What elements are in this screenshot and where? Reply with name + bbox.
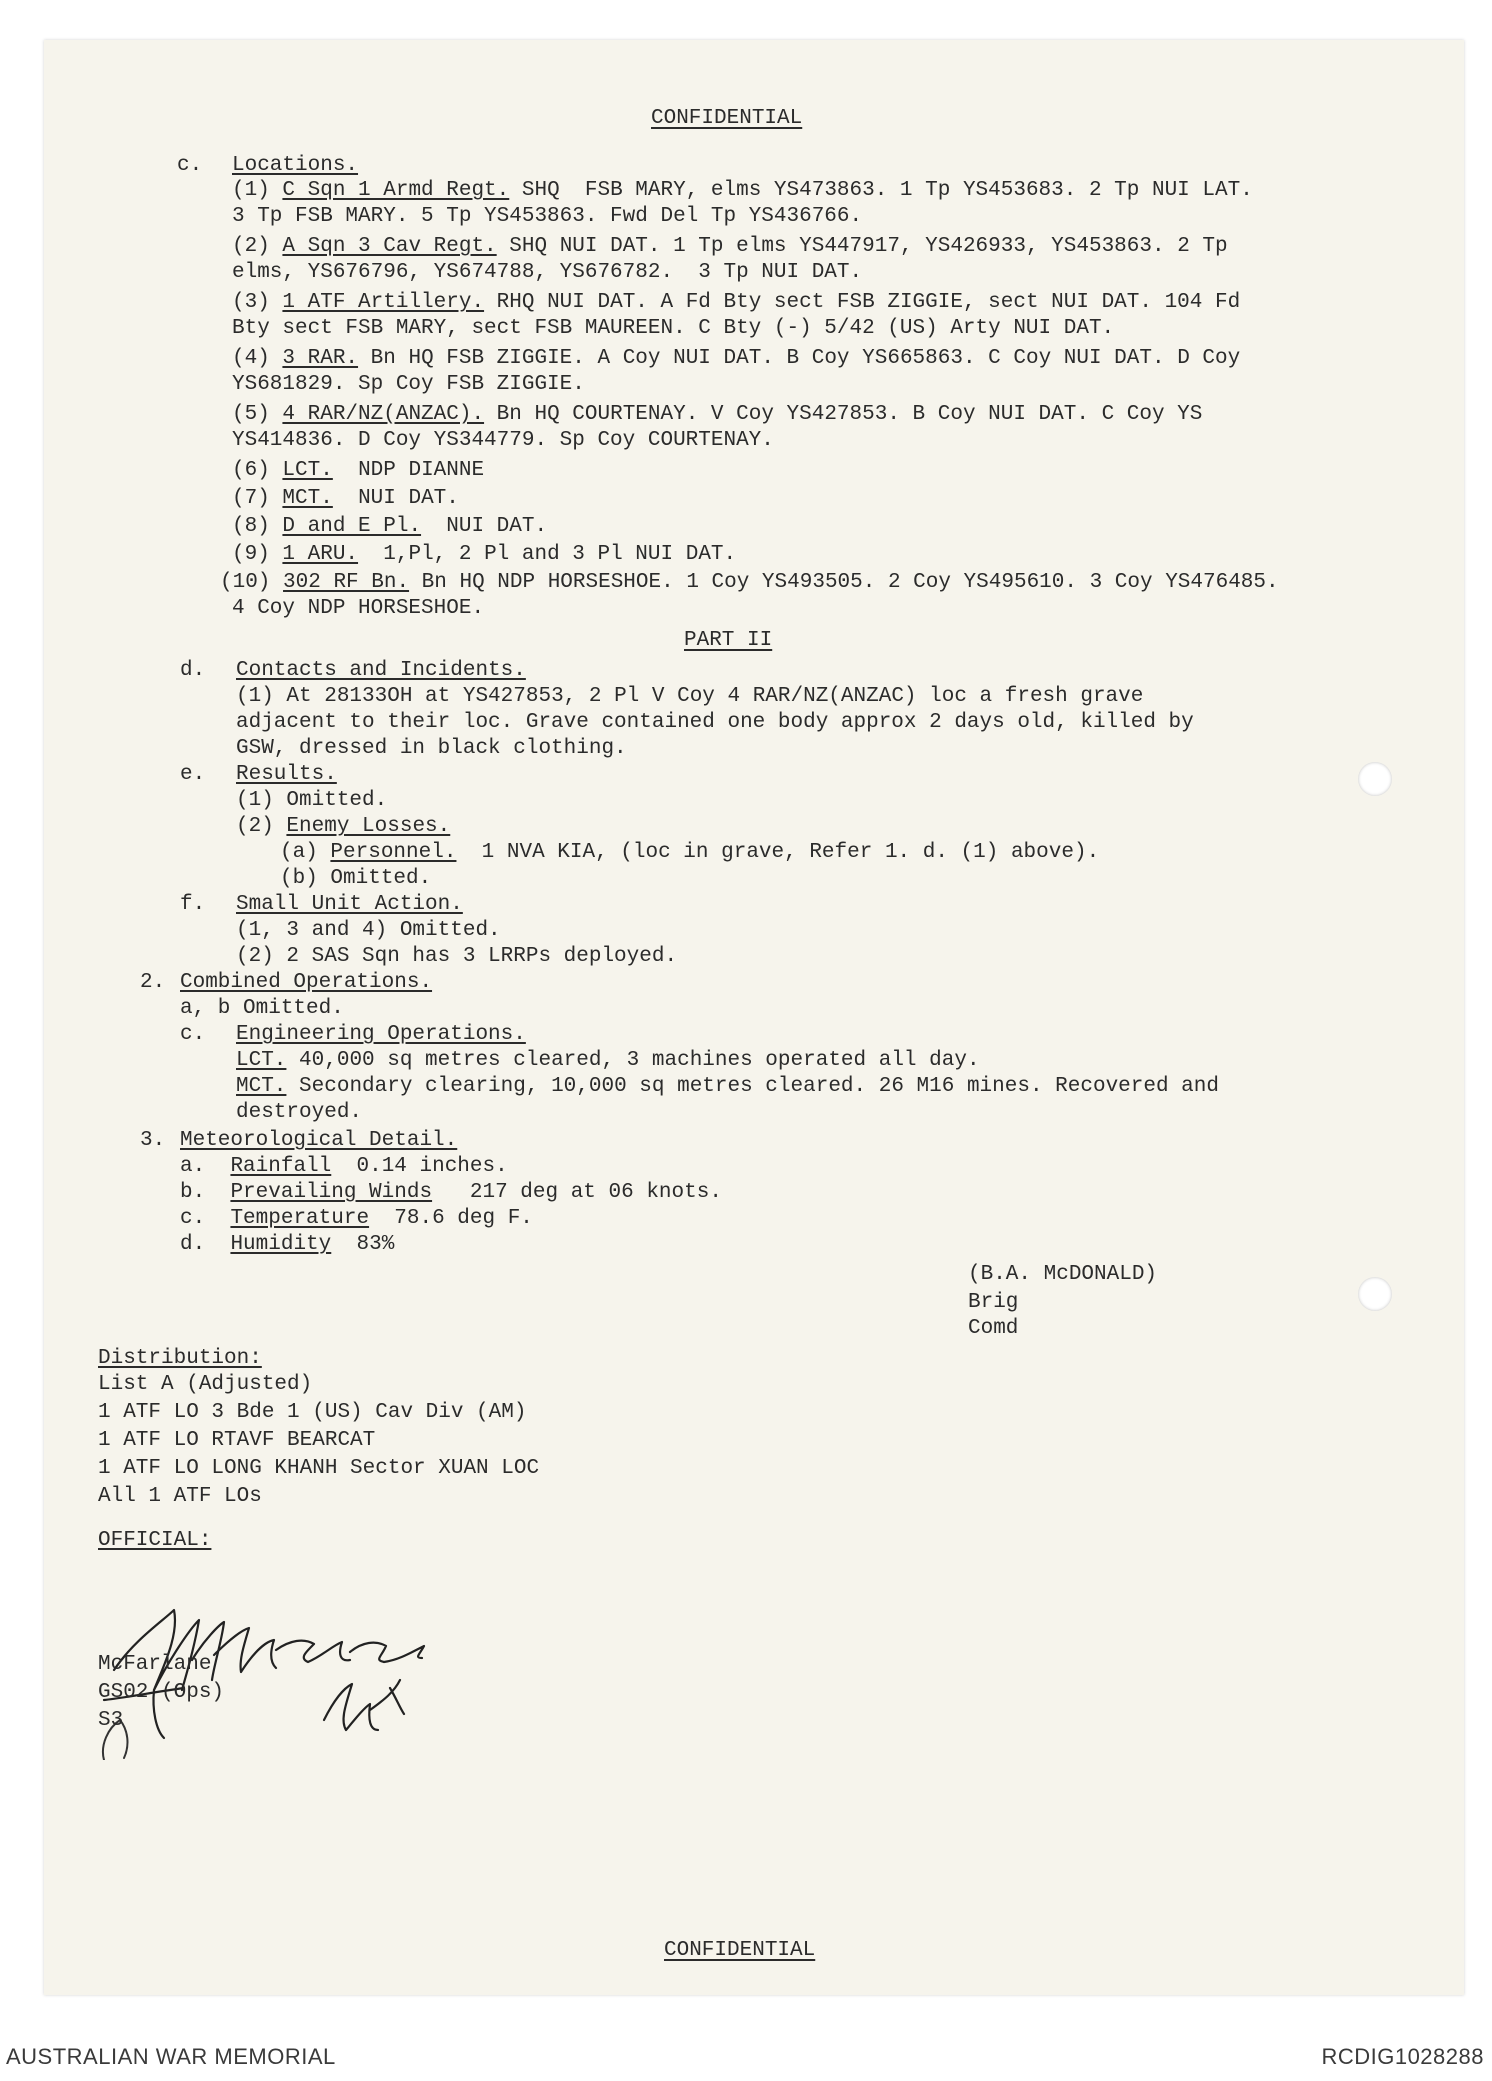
document-page (44, 40, 1464, 1995)
location-item: (10) 302 RF Bn. Bn HQ NDP HORSESHOE. 1 Coy YS493505. 2 Coy YS495610. 3 Coy YS476485. (220, 571, 1279, 594)
section-marker: e. (180, 763, 206, 786)
distribution-title: Distribution: (98, 1347, 262, 1370)
combined-line: a, b Omitted. (180, 997, 344, 1020)
contact-line: (1) At 28133OH at YS427853, 2 Pl V Coy 4 RAR/NZ(ANZAC) loc a fresh grave (236, 685, 1144, 708)
official-appointment: GS02 (Ops) (98, 1681, 225, 1704)
distribution-line: 1 ATF LO RTAVF BEARCAT (98, 1429, 376, 1452)
results-line: (b) Omitted. (280, 867, 432, 890)
location-item: (1) C Sqn 1 Armd Regt. SHQ FSB MARY, elms YS473863. 1 Tp YS453683. 2 Tp NUI LAT. (232, 179, 1253, 202)
distribution-line: List A (Adjusted) (98, 1373, 313, 1396)
section-marker: d. (180, 659, 206, 682)
results-line: (a) Personnel. 1 NVA KIA, (loc in grave, Refer 1. d. (1) above). (280, 841, 1100, 864)
location-item-cont: 3 Tp FSB MARY. 5 Tp YS453863. Fwd Del Tp YS436766. (232, 205, 863, 228)
section-title-met: Meteorological Detail. (180, 1129, 458, 1152)
section-marker: c. (180, 1023, 206, 1046)
official-name: McFarlane (98, 1653, 212, 1676)
location-item-cont: YS681829. Sp Coy FSB ZIGGIE. (232, 373, 585, 396)
small-unit-line: (1, 3 and 4) Omitted. (236, 919, 501, 942)
section-marker: c. (177, 154, 203, 177)
part-heading: PART II (684, 629, 773, 652)
location-item-cont: elms, YS676796, YS674788, YS676782. 3 Tp NUI DAT. (232, 261, 863, 284)
contact-line: GSW, dressed in black clothing. (236, 737, 627, 760)
punch-hole (1358, 762, 1392, 796)
classification-top: CONFIDENTIAL (651, 107, 803, 130)
location-item-cont: Bty sect FSB MARY, sect FSB MAUREEN. C Bty (-) 5/42 (US) Arty NUI DAT. (232, 317, 1115, 340)
distribution-line: 1 ATF LO LONG KHANH Sector XUAN LOC (98, 1457, 540, 1480)
location-item-cont: YS414836. D Coy YS344779. Sp Coy COURTENAY. (232, 429, 774, 452)
distribution-line: All 1 ATF LOs (98, 1485, 262, 1508)
classification-bottom: CONFIDENTIAL (664, 1939, 816, 1962)
location-item: (9) 1 ARU. 1,Pl, 2 Pl and 3 Pl NUI DAT. (232, 543, 737, 566)
section-marker: 3. (140, 1129, 166, 1152)
engineering-line: LCT. 40,000 sq metres cleared, 3 machines operated all day. (236, 1049, 980, 1072)
signatory-name: (B.A. McDONALD) (968, 1263, 1158, 1286)
met-item: c. Temperature 78.6 deg F. (180, 1207, 533, 1230)
section-title-small-unit: Small Unit Action. (236, 893, 463, 916)
footer-record-id: RCDIG1028288 (1321, 2044, 1484, 2069)
results-line: (1) Omitted. (236, 789, 388, 812)
signatory-appointment: Comd (968, 1317, 1019, 1340)
location-item: (2) A Sqn 3 Cav Regt. SHQ NUI DAT. 1 Tp elms YS447917, YS426933, YS453863. 2 Tp (232, 235, 1228, 258)
met-item: d. Humidity 83% (180, 1233, 395, 1256)
punch-hole (1358, 1277, 1392, 1311)
footer-archive-name: AUSTRALIAN WAR MEMORIAL (6, 2044, 336, 2069)
official-branch: S3 (98, 1709, 124, 1732)
section-title-locations: Locations. (232, 154, 359, 177)
small-unit-line: (2) 2 SAS Sqn has 3 LRRPs deployed. (236, 945, 678, 968)
section-title-results: Results. (236, 763, 337, 786)
official-label: OFFICIAL: (98, 1529, 212, 1552)
location-item: (3) 1 ATF Artillery. RHQ NUI DAT. A Fd Bty sect FSB ZIGGIE, sect NUI DAT. 104 Fd (232, 291, 1241, 314)
contact-line: adjacent to their loc. Grave contained one body approx 2 days old, killed by (236, 711, 1194, 734)
location-item: (6) LCT. NDP DIANNE (232, 459, 485, 482)
location-item: (4) 3 RAR. Bn HQ FSB ZIGGIE. A Coy NUI DAT. B Coy YS665863. C Coy NUI DAT. D Coy (232, 347, 1241, 370)
location-item: (5) 4 RAR/NZ(ANZAC). Bn HQ COURTENAY. V Coy YS427853. B Coy NUI DAT. C Coy YS (232, 403, 1203, 426)
section-title-contacts: Contacts and Incidents. (236, 659, 526, 682)
location-item-cont: 4 Coy NDP HORSESHOE. (232, 597, 485, 620)
distribution-line: 1 ATF LO 3 Bde 1 (US) Cav Div (AM) (98, 1401, 527, 1424)
signatory-rank: Brig (968, 1291, 1019, 1314)
met-item: b. Prevailing Winds 217 deg at 06 knots. (180, 1181, 722, 1204)
section-title-combined: Combined Operations. (180, 971, 433, 994)
section-marker: f. (180, 893, 206, 916)
section-title-engineering: Engineering Operations. (236, 1023, 526, 1046)
location-item: (7) MCT. NUI DAT. (232, 487, 459, 510)
engineering-line: destroyed. (236, 1101, 363, 1124)
engineering-line: MCT. Secondary clearing, 10,000 sq metres cleared. 26 M16 mines. Recovered and (236, 1075, 1219, 1098)
met-item: a. Rainfall 0.14 inches. (180, 1155, 508, 1178)
results-line: (2) Enemy Losses. (236, 815, 451, 838)
location-item: (8) D and E Pl. NUI DAT. (232, 515, 548, 538)
section-marker: 2. (140, 971, 166, 994)
